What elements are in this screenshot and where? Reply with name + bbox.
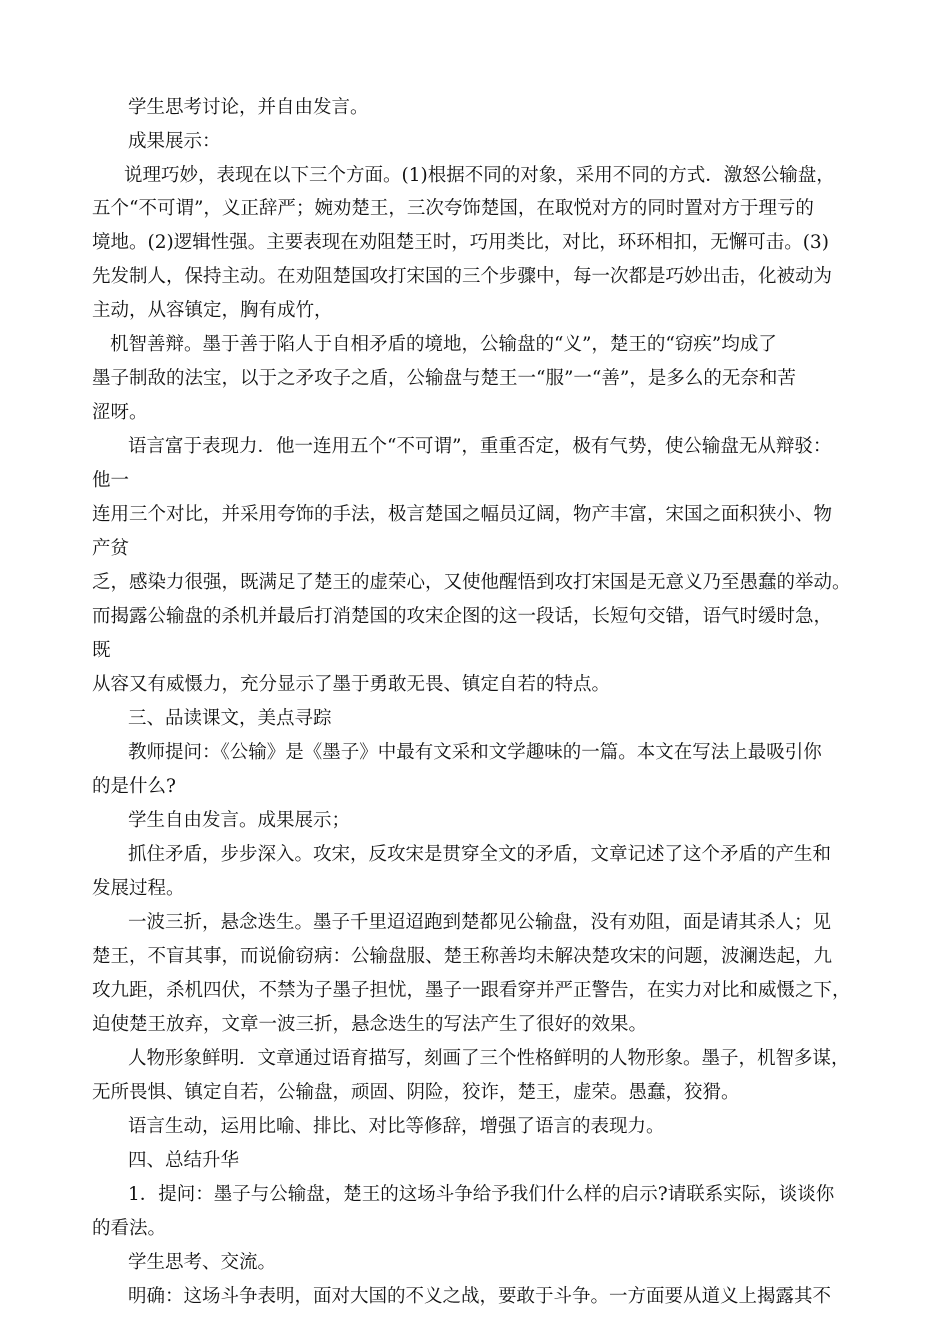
text-line: 说理巧妙，表现在以下三个方面。(1)根据不同的对象，采用不同的方式．激怒公输盘， [124,165,835,186]
text-line: 而揭露公输盘的杀机并最后打消楚国的攻宋企图的这一段话，长短句交错，语气时缓时急， [92,606,833,627]
text-line: 迫使楚王放弃，文章一波三折，悬念迭生的写法产生了很好的效果。 [92,1014,648,1035]
text-line: 人物形象鲜明．文章通过语育描写，刻画了三个性格鲜明的人物形象。墨子，机智多谋， [128,1048,850,1069]
text-line: 无所畏惧、镇定自若，公输盘，顽固、阴险，狡诈，楚王，虚荣。愚蠢，狡猾。 [92,1082,740,1103]
text-line: 一波三折，悬念迭生。墨子千里迢迢跑到楚都见公输盘，没有劝阻，面是请其杀人；见 [128,912,832,933]
text-line: 的看法。 [92,1218,167,1239]
text-line: 主动，从容镇定，胸有成竹， [92,300,333,321]
text-line: 乏，感染力很强，既满足了楚王的虚荣心，又使他醒悟到攻打宋国是无意义乃至愚蠢的举动。 [92,572,851,593]
text-line: 境地。(2)逻辑性强。主要表现在劝阻楚王时，巧用类比，对比，环环相扣，无懈可击。(3) [92,232,829,253]
text-line: 语言生动，运用比喻、排比、对比等修辞，增强了语言的表现力。 [128,1116,665,1137]
text-line: 从容又有威慑力，充分显示了墨于勇敢无畏、镇定自若的特点。 [92,674,611,695]
section-heading: 三、品读课文，美点寻踪 [128,708,332,729]
text-line: 五个“不可谓”，义正辞严；婉劝楚王，三次夸饰楚国，在取悦对方的同时置对方于理亏的 [92,198,814,219]
text-line: 的是什么? [92,776,176,797]
text-line: 墨子制敌的法宝，以于之矛攻子之盾，公输盘与楚王一“服”一“善”，是多么的无奈和苦 [92,368,796,389]
text-line: 学生思考、交流。 [128,1252,277,1273]
text-line: 抓住矛盾，步步深入。攻宋，反攻宋是贯穿全文的矛盾，文章记述了这个矛盾的产生和 [128,844,832,865]
text-line: 既 [92,640,111,661]
text-line: 学生思考讨论，并自由发言。 [128,97,369,118]
text-line: 成果展示： [128,131,221,152]
text-line: 明确：这场斗争表明，面对大国的不义之战，要敢于斗争。一方面要从道义上揭露其不 [128,1286,832,1307]
text-line: 先发制人，保持主动。在劝阻楚国攻打宋国的三个步骤中，每一次都是巧妙出击，化被动为 [92,266,833,287]
text-line: 语言富于表现力．他一连用五个“不可谓”，重重否定，极有气势，使公输盘无从辩驳： [128,436,832,457]
text-line: 发展过程。 [92,878,185,899]
text-line: 学生自由发言。成果展示； [128,810,351,831]
text-line: 连用三个对比，并采用夸饰的手法，极言楚国之幅员辽阔，物产丰富，宋国之面积狭小、物 [92,504,833,525]
text-line: 教师提问：《公输》是《墨子》中最有文采和文学趣味的一篇。本文在写法上最吸引你 [128,742,822,763]
text-line: 涩呀。 [92,402,148,423]
text-line: 1．提问：墨子与公输盘，楚王的这场斗争给予我们什么样的启示?请联系实际，谈谈你 [128,1184,835,1205]
text-line: 机智善辩。墨于善于陷人于自相矛盾的境地，公输盘的“义”，楚王的“窃疾”均成了 [110,334,777,355]
text-line: 他一 [92,470,130,491]
section-heading: 四、总结升华 [128,1150,240,1171]
text-line: 攻九距，杀机四伏，不禁为子墨子担忧，墨子一跟看穿并严正警告，在实力对比和威慑之下， [92,980,851,1001]
text-line: 产贫 [92,538,130,559]
text-line: 楚王，不盲其事，而说偷窃病：公输盘服、楚王称善均未解决楚攻宋的问题，波澜迭起，九 [92,946,833,967]
